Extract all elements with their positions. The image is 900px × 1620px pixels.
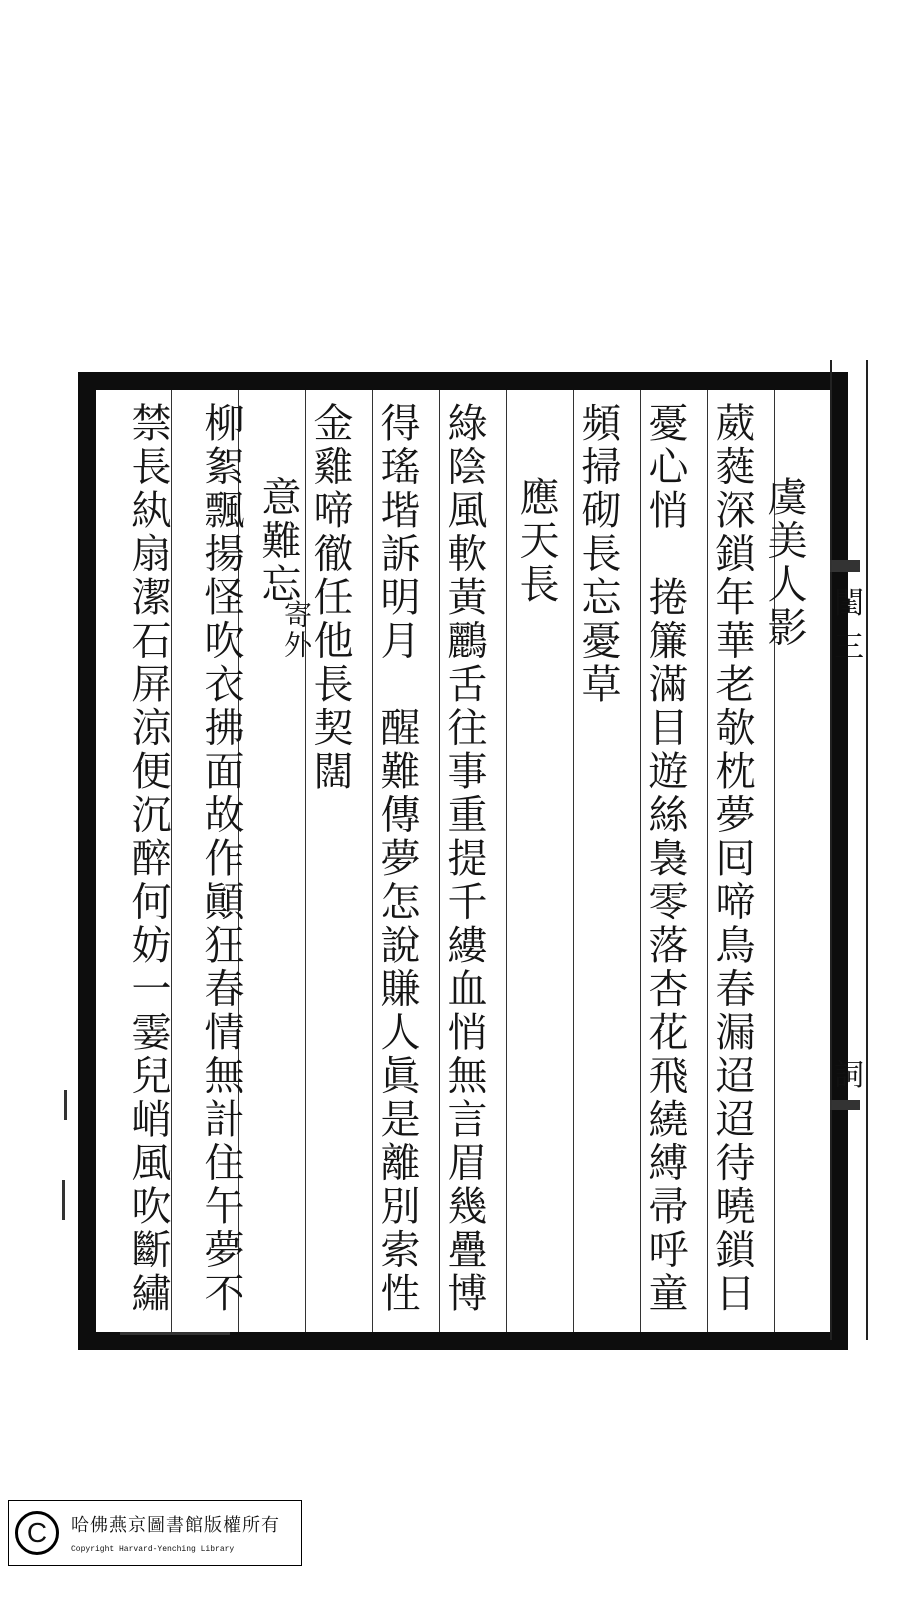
text-column: 頻掃砌長忘憂草 — [575, 402, 621, 707]
poem-title: 意難忘 — [255, 476, 301, 607]
scan-speck — [62, 1180, 65, 1220]
strip-character: 詞 — [834, 1058, 864, 1093]
fish-tail-mark — [830, 1100, 860, 1110]
poem-subtitle: 寄外 — [280, 600, 313, 660]
poem-title: 應天長 — [513, 476, 559, 607]
text-column: 得瑤堦訴明月 醒難傳夢怎說賺人眞是離別索性 — [374, 402, 420, 1316]
poem-title: 虞美人影 — [761, 476, 807, 650]
strip-rule — [830, 360, 832, 1340]
book-page-frame — [78, 372, 848, 1350]
text-column: 禁長紈扇潔石屏涼便沉醉何妨一霎兒峭風吹斷繡 — [125, 402, 171, 1316]
scan-speck — [64, 1090, 67, 1120]
column-rule — [506, 390, 507, 1332]
copyright-english: Copyright Harvard-Yenching Library — [71, 1545, 235, 1554]
copyright-chinese: 哈佛燕京圖書館版權所有 — [71, 1515, 280, 1536]
text-column: 綠陰風軟黃鸝舌往事重提千縷血悄無言眉幾疊博 — [441, 402, 487, 1316]
copyright-icon: C — [15, 1511, 59, 1555]
strip-rule — [866, 360, 868, 1340]
text-column: 憂心悄 捲簾滿目遊絲裊零落杏花飛繞縛帚呼童 — [642, 402, 688, 1316]
scan-speck — [120, 1332, 230, 1335]
margin-strip — [830, 360, 870, 1340]
strip-character: 閨 — [834, 586, 864, 621]
text-column: 葳蕤深鎖年華老欹枕夢囘啼鳥春漏迢迢待曉鎖日 — [709, 402, 755, 1316]
fish-tail-mark — [830, 560, 860, 572]
text-column: 金雞啼徹任他長契闊 — [307, 402, 353, 794]
copyright-stamp — [8, 1500, 302, 1566]
strip-character: 三 — [834, 630, 864, 665]
text-column: 柳絮飄揚怪吹衣拂面故作顚狂春情無計住午夢不 — [198, 402, 244, 1316]
